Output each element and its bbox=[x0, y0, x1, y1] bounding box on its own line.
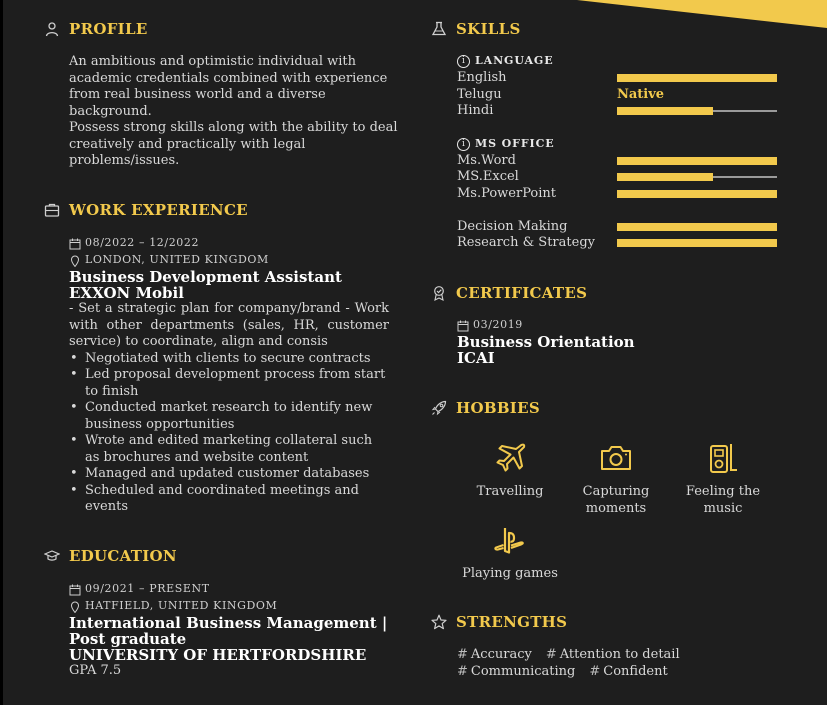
hobby-item bbox=[470, 440, 550, 501]
hobby-item bbox=[571, 440, 661, 517]
info-icon: i bbox=[457, 138, 470, 151]
rocket-icon bbox=[429, 398, 449, 418]
skill-name: English bbox=[457, 70, 507, 85]
strength-tag: # Confident bbox=[589, 663, 668, 679]
skill-row bbox=[457, 103, 777, 120]
language-subheading bbox=[457, 53, 554, 70]
school-name: UNIVERSITY OF HERTFORDSHIRE bbox=[69, 646, 367, 664]
education-header bbox=[42, 546, 177, 566]
work-entry bbox=[69, 235, 389, 516]
gpa: GPA 7.5 bbox=[69, 663, 122, 678]
skills-heading: SKILLS bbox=[456, 19, 521, 38]
certificate-title: Business Orientation bbox=[457, 333, 635, 351]
skill-row bbox=[457, 219, 777, 236]
left-edge bbox=[0, 0, 3, 705]
calendar-icon bbox=[69, 584, 81, 596]
strength-text: Attention to detail bbox=[559, 647, 680, 662]
strengths-heading: STRENGTHS bbox=[456, 612, 568, 631]
hobby-item bbox=[458, 522, 562, 583]
skill-bar-fill bbox=[617, 173, 713, 181]
education-entry bbox=[69, 581, 399, 680]
star-icon bbox=[429, 612, 449, 632]
skill-row bbox=[457, 87, 777, 104]
skill-row bbox=[457, 153, 777, 170]
skill-name: Telugu bbox=[457, 87, 502, 102]
skill-name: Ms.Word bbox=[457, 153, 516, 168]
strengths-tags bbox=[457, 647, 797, 680]
language-label: LANGUAGE bbox=[475, 54, 554, 68]
skill-bar-fill bbox=[617, 223, 777, 231]
hobby-label: Travelling bbox=[476, 484, 544, 499]
strength-tag: # Communicating bbox=[457, 663, 576, 679]
education-date bbox=[69, 581, 399, 598]
list-item: • Wrote and edited marketing collateral such as brochures and website content bbox=[85, 433, 389, 466]
skill-bar-fill bbox=[617, 107, 713, 115]
skill-level-text: Native bbox=[617, 87, 665, 102]
strength-text: Communicating bbox=[470, 663, 576, 679]
job-title: Business Development Assistant bbox=[69, 268, 342, 286]
work-header bbox=[42, 200, 248, 220]
calendar-icon bbox=[457, 320, 469, 332]
skill-bar bbox=[617, 110, 777, 112]
office-label: MS OFFICE bbox=[475, 137, 555, 151]
skill-bar bbox=[617, 226, 777, 228]
work-date-text: 08/2022 – 12/2022 bbox=[85, 236, 200, 250]
skill-name: Hindi bbox=[457, 103, 494, 118]
hobby-item bbox=[683, 440, 763, 517]
graduation-cap-icon bbox=[42, 546, 62, 566]
airplane-icon bbox=[492, 440, 528, 476]
skill-row bbox=[457, 70, 777, 87]
location-pin-icon bbox=[69, 601, 81, 613]
certificates-header bbox=[429, 283, 587, 303]
calendar-icon bbox=[69, 238, 81, 250]
profile-header bbox=[42, 19, 148, 39]
certificate-issuer: ICAI bbox=[457, 349, 495, 367]
skill-name: Decision Making bbox=[457, 219, 568, 234]
profile-line: Possess strong skills along with the ability to deal bbox=[69, 120, 398, 135]
flask-icon bbox=[429, 19, 449, 39]
playstation-icon bbox=[492, 522, 528, 558]
hobbies-header bbox=[429, 398, 540, 418]
hobbies-heading: HOBBIES bbox=[456, 398, 540, 417]
work-location-text: LONDON, UNITED KINGDOM bbox=[85, 253, 269, 267]
list-item: • Led proposal development process from start to finish bbox=[85, 367, 389, 400]
skill-name: MS.Excel bbox=[457, 169, 519, 184]
certificate-date bbox=[457, 317, 757, 334]
skill-bar-fill bbox=[617, 190, 777, 198]
profile-line: problems/issues. bbox=[69, 153, 180, 168]
certificates-heading: CERTIFICATES bbox=[456, 283, 588, 302]
list-item: • Scheduled and coordinated meetings and events bbox=[85, 483, 389, 516]
hobby-label: Playing games bbox=[462, 566, 558, 581]
work-heading: WORK EXPERIENCE bbox=[69, 200, 248, 219]
profile-line: academic credentials combined with experience bbox=[69, 70, 388, 86]
education-location-text: HATFIELD, UNITED KINGDOM bbox=[85, 599, 278, 613]
strength-tag: # Attention to detail bbox=[545, 647, 680, 662]
skill-row bbox=[457, 235, 777, 252]
list-item: • Managed and updated customer databases bbox=[85, 466, 389, 483]
music-player-icon bbox=[705, 440, 741, 476]
company-name: EXXON Mobil bbox=[69, 284, 184, 302]
certificate-date-text: 03/2019 bbox=[473, 318, 523, 332]
skill-name: Ms.PowerPoint bbox=[457, 186, 556, 201]
briefcase-icon bbox=[42, 200, 62, 220]
skill-bar bbox=[617, 193, 777, 195]
certificate-entry bbox=[457, 317, 757, 366]
skill-bar-fill bbox=[617, 157, 777, 165]
location-pin-icon bbox=[69, 255, 81, 267]
education-heading: EDUCATION bbox=[69, 546, 177, 565]
strength-tag: # Accuracy bbox=[457, 647, 532, 662]
work-location bbox=[69, 252, 389, 269]
profile-line: from real business world and a diverse bbox=[69, 87, 326, 102]
skill-bar bbox=[617, 176, 777, 178]
list-item: • Conducted market research to identify new business opportunities bbox=[85, 400, 389, 433]
profile-text bbox=[69, 54, 399, 170]
education-date-text: 09/2021 – PRESENT bbox=[85, 582, 210, 596]
skill-bar-fill bbox=[617, 74, 777, 82]
skill-name: Research & Strategy bbox=[457, 235, 595, 250]
profile-line: creatively and practically with legal bbox=[69, 136, 306, 152]
skill-bar bbox=[617, 242, 777, 244]
skill-row bbox=[457, 186, 777, 203]
degree-title: International Business Management | Post graduate bbox=[69, 614, 388, 648]
skill-bar bbox=[617, 77, 777, 79]
info-icon: i bbox=[457, 55, 470, 68]
list-item: • Negotiated with clients to secure contracts bbox=[85, 351, 389, 368]
skill-row bbox=[457, 169, 777, 186]
skills-header bbox=[429, 19, 521, 39]
hobby-label: Feeling the music bbox=[685, 484, 761, 516]
strength-text: Confident bbox=[603, 663, 668, 679]
education-location bbox=[69, 598, 399, 615]
profile-heading: PROFILE bbox=[69, 19, 148, 38]
profile-line: An ambitious and optimistic individual with bbox=[69, 54, 357, 69]
camera-icon bbox=[598, 440, 634, 476]
certificate-badge-icon bbox=[429, 283, 449, 303]
person-icon bbox=[42, 19, 62, 39]
work-summary: - Set a strategic plan for company/brand - Work with other departments (sales, HR, customer service) to coordinate, align and consis bbox=[69, 301, 389, 349]
profile-line: background. bbox=[69, 103, 152, 119]
work-bullets bbox=[69, 351, 389, 516]
skill-bar bbox=[617, 160, 777, 162]
corner-accent bbox=[577, 0, 827, 28]
strength-row bbox=[457, 647, 797, 664]
strengths-header bbox=[429, 612, 567, 632]
work-date bbox=[69, 235, 389, 252]
strength-text: Accuracy bbox=[470, 647, 532, 662]
strength-row bbox=[457, 664, 797, 681]
hobby-label: Capturing moments bbox=[582, 484, 650, 516]
skill-bar-fill bbox=[617, 239, 777, 247]
office-subheading bbox=[457, 136, 555, 153]
